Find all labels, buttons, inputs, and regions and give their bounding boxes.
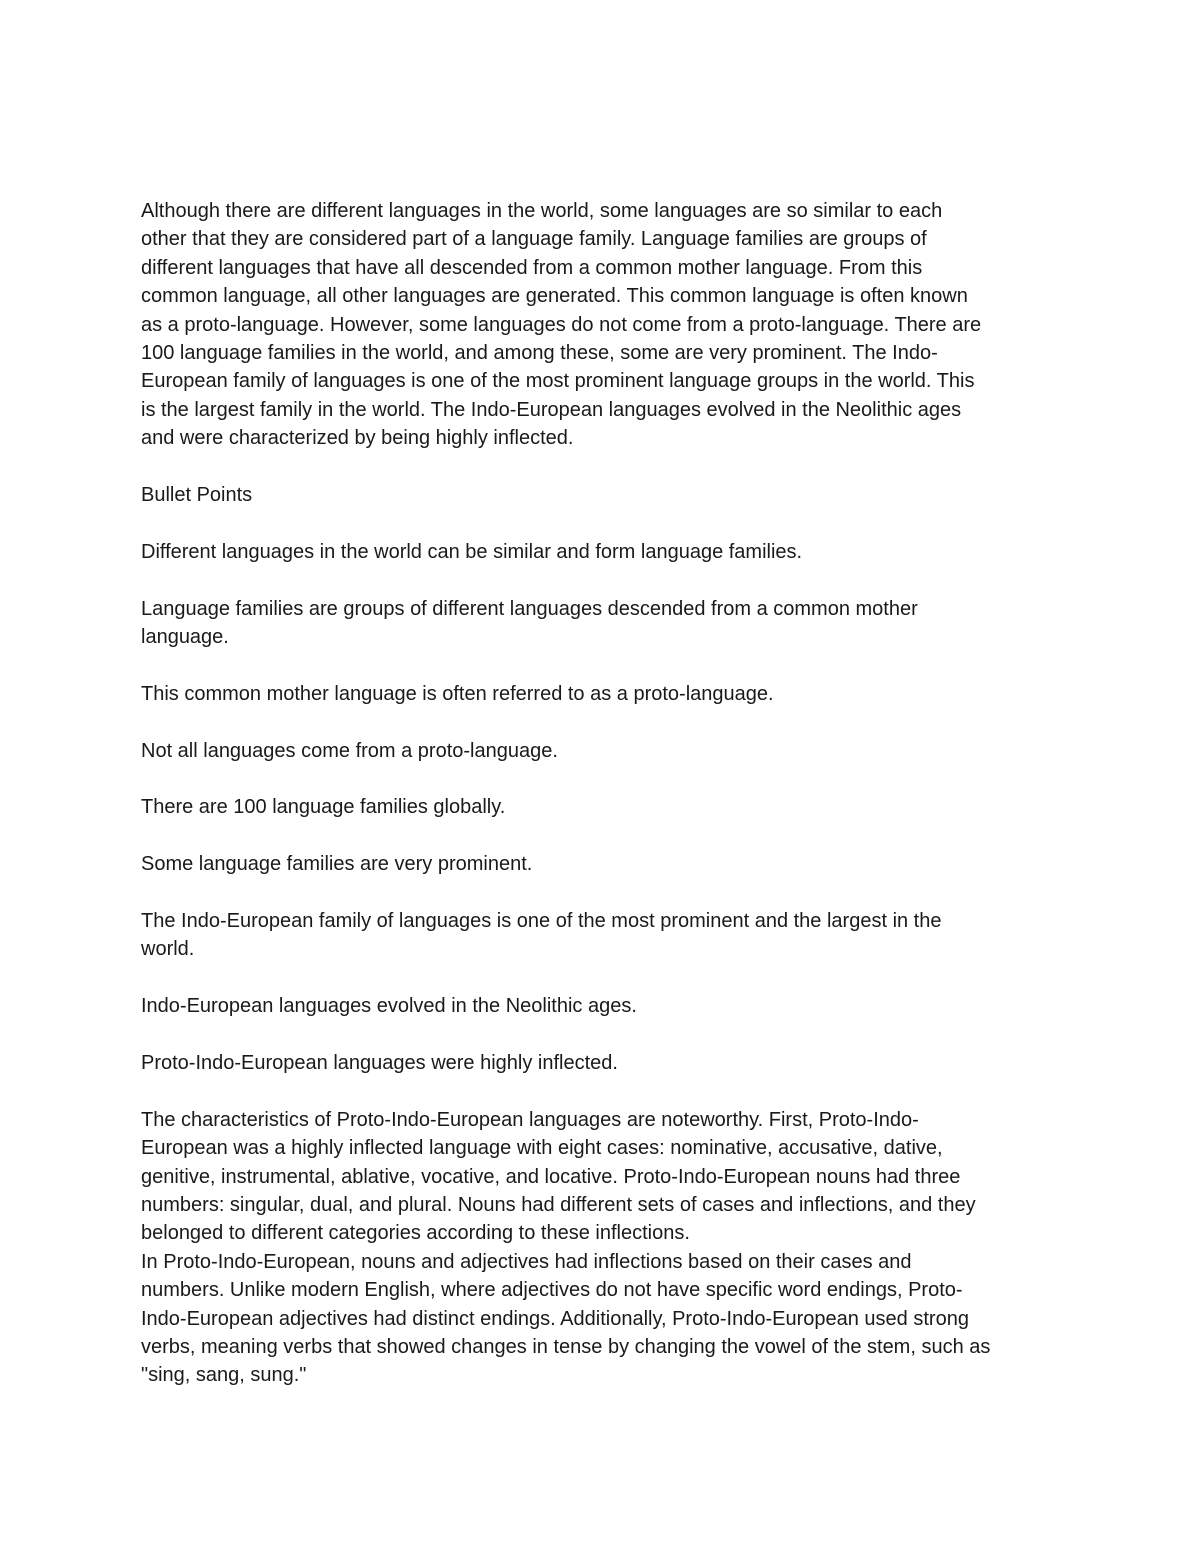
adjectives-paragraph: In Proto-Indo-European, nouns and adjectives had inflections based on their cases and numbers. Unlike modern English, where adjectives do not have specific word endings, Proto- Indo-European adjectives had distinct endings. Additionally, Proto-Indo-European used strong verbs, meaning verbs that showed changes in tense by changing the vowel of the stem, such as "sing, sang, sung." (141, 1250, 991, 1387)
bullets-heading: Bullet Points (141, 484, 253, 507)
bullet-item: Not all languages come from a proto-language. (141, 739, 558, 762)
bullet-item: This common mother language is often referred to as a proto-language. (141, 682, 774, 705)
bullet-item: There are 100 language families globally. (141, 796, 506, 819)
bullet-item: Some language families are very prominent. (141, 853, 533, 876)
bullet-item: Different languages in the world can be similar and form language families. (141, 540, 803, 563)
intro-paragraph: Although there are different languages in the world, some languages are so similar to each other that they are considered part of a language family. Language families are groups of different languages that have all descended from a common mother language. From this common language, all other languages are generated. This common language is often known as a proto-language. However, some languages do not come from a proto-language. There are 100 language families in the world, and among these, some are very prominent. The Indo- European family of languages is one of the most prominent language groups in the world. This is the largest family in the world. The Indo-European languages evolved in the Neolithic ages and were characterized by being highly inflected. (141, 200, 982, 450)
bullet-item: Indo-European languages evolved in the Neolithic ages. (141, 995, 637, 1018)
bullet-item: Language families are groups of different languages descended from a common mother language. (141, 597, 918, 649)
bullet-item: Proto-Indo-European languages were highly inflected. (141, 1052, 618, 1075)
document-body (141, 197, 1066, 1390)
bullet-item: The Indo-European family of languages is one of the most prominent and the largest in the world. (141, 910, 942, 961)
characteristics-paragraph: The characteristics of Proto-Indo-European languages are noteworthy. First, Proto-Indo- European was a highly inflected language with eight cases: nominative, accusative, dative, genitive, instrumental, ablative, vocative, and locative. Proto-Indo-European nouns had three numbers: singular, dual, and plural. Nouns had different sets of cases and inflections, and they belonged to different categories according to these inflections. (141, 1108, 976, 1245)
